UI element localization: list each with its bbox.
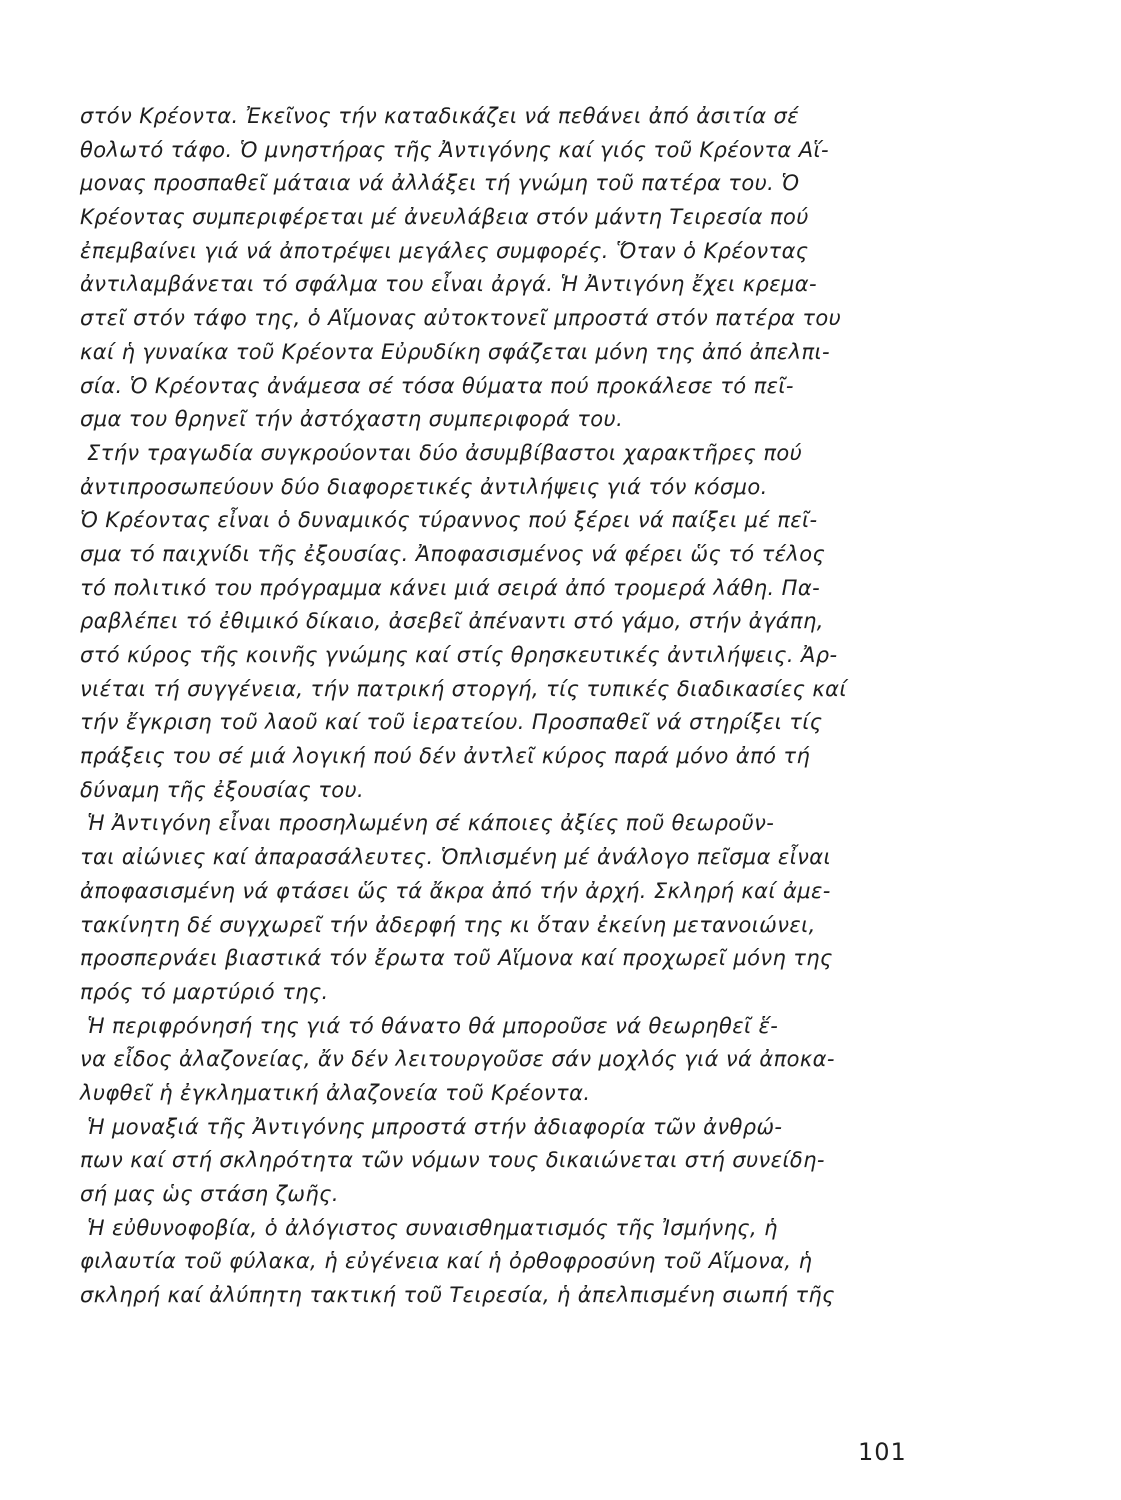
text-line: νιέται τή συγγένεια, τήν πατρική στοργή, τίς τυπικές διαδικασίες καί — [80, 676, 847, 701]
text-line: Ἡ μοναξιά τῆς Ἀντιγόνης μπροστά στήν ἀδιαφορία τῶν ἀνθρώ- — [87, 1114, 783, 1139]
text-line: Ὁ Κρέοντας εἶναι ὁ δυναμικός τύραννος πού ξέρει νά παίξει μέ πεῖ- — [80, 508, 818, 533]
text-line: στεῖ στόν τάφο της, ὁ Αἵμονας αὐτοκτονεῖ μπροστά στόν πατέρα του — [80, 306, 842, 331]
text-line: Στήν τραγωδία συγκρούονται δύο ἀσυμβίβαστοι χαρακτῆρες πού — [87, 440, 803, 465]
text-line: σμα του θρηνεῖ τήν ἀστόχαστη συμπεριφορά του. — [80, 407, 624, 432]
text-line: Ἡ Ἀντιγόνη εἶναι προσηλωμένη σέ κάποιες ἀξίες ποῦ θεωροῦν- — [87, 811, 775, 836]
text-line: τακίνητη δέ συγχωρεῖ τήν ἀδερφή της κι ὅταν ἐκείνη μετανοιώνει, — [80, 912, 816, 937]
text-line: ἀντιλαμβάνεται τό σφάλμα του εἶναι ἀργά. Ἡ Ἀντιγόνη ἔχει κρεμα- — [80, 272, 817, 297]
body-text — [80, 100, 930, 1313]
text-line: Ἡ εὐθυνοφοβία, ὁ ἀλόγιστος συναισθηματισμός τῆς Ἰσμήνης, ἡ — [87, 1215, 778, 1240]
text-line: λυφθεῖ ἡ ἐγκληματική ἀλαζονεία τοῦ Κρέοντα. — [80, 1080, 591, 1105]
text-line: ται αἰώνιες καί ἀπαρασάλευτες. Ὁπλισμένη μέ ἀνάλογο πεῖσμα εἶναι — [80, 845, 832, 870]
text-line: ἀντιπροσωπεύουν δύο διαφορετικές ἀντιλήψεις γιά τόν κόσμο. — [80, 474, 768, 499]
text-line: Κρέοντας συμπεριφέρεται μέ ἀνευλάβεια στόν μάντη Τειρεσία πού — [80, 205, 809, 230]
text-line: στόν Κρέοντα. Ἐκεῖνος τήν καταδικάζει νά πεθάνει ἀπό ἀσιτία σέ — [80, 104, 799, 128]
text-line: πων καί στή σκληρότητα τῶν νόμων τους δικαιώνεται στή συνείδη- — [80, 1148, 825, 1173]
text-line: πρός τό μαρτύριό της. — [80, 979, 329, 1004]
text-line: καί ἡ γυναίκα τοῦ Κρέοντα Εὐρυδίκη σφάζεται μόνη της ἀπό ἀπελπι- — [80, 339, 830, 364]
text-line: στό κύρος τῆς κοινῆς γνώμης καί στίς θρησκευτικές ἀντιλήψεις. Ἀρ- — [80, 643, 838, 667]
text-line: ἀποφασισμένη νά φτάσει ὥς τά ἄκρα ἀπό τήν ἀρχή. Σκληρή καί ἀμε- — [80, 878, 831, 903]
page-number: 101 — [858, 1438, 907, 1466]
text-line: ἐπεμβαίνει γιά νά ἀποτρέψει μεγάλες συμφορές. Ὅταν ὁ Κρέοντας — [80, 238, 809, 263]
text-line: προσπερνάει βιαστικά τόν ἔρωτα τοῦ Αἵμονα καί προχωρεῖ μόνη της — [80, 946, 833, 971]
text-line: δύναμη τῆς ἐξουσίας του. — [80, 777, 365, 802]
text-line: φιλαυτία τοῦ φύλακα, ἡ εὐγένεια καί ἡ ὀρθοφροσύνη τοῦ Αἵμονα, ἡ — [80, 1249, 813, 1274]
text-line: τήν ἔγκριση τοῦ λαοῦ καί τοῦ ἱερατείου. Προσπαθεῖ νά στηρίξει τίς — [80, 710, 823, 735]
text-line: Ἡ περιφρόνησή της γιά τό θάνατο θά μποροῦσε νά θεωρηθεῖ ἕ- — [87, 1013, 779, 1038]
text-line: σκληρή καί ἀλύπητη τακτική τοῦ Τειρεσία, ἡ ἀπελπισμένη σιωπή τῆς — [80, 1283, 835, 1308]
text-line: να εἶδος ἀλαζονείας, ἄν δέν λειτουργοῦσε σάν μοχλός γιά νά ἀποκα- — [80, 1047, 835, 1072]
text-line: σία. Ὁ Κρέοντας ἀνάμεσα σέ τόσα θύματα πού προκάλεσε τό πεῖ- — [80, 373, 794, 398]
text-line: πράξεις του σέ μιά λογική πού δέν ἀντλεῖ κύρος παρά μόνο ἀπό τή — [80, 744, 811, 769]
text-line: μονας προσπαθεῖ μάταια νά ἀλλάξει τή γνώμη τοῦ πατέρα του. Ὁ — [80, 171, 800, 196]
text-line: θολωτό τάφο. Ὁ μνηστήρας τῆς Ἀντιγόνης καί γιός τοῦ Κρέοντα Αἵ- — [80, 137, 829, 162]
text-line: σμα τό παιχνίδι τῆς ἐξουσίας. Ἀποφασισμένος νά φέρει ὥς τό τέλος — [80, 541, 826, 566]
text-line: ραβλέπει τό ἐθιμικό δίκαιο, ἀσεβεῖ ἀπέναντι στό γάμο, στήν ἀγάπη, — [80, 609, 824, 634]
text-line: τό πολιτικό του πρόγραμμα κάνει μιά σειρά ἀπό τρομερά λάθη. Πα- — [80, 575, 821, 600]
text-line: σή μας ὡς στάση ζωῆς. — [80, 1182, 339, 1206]
